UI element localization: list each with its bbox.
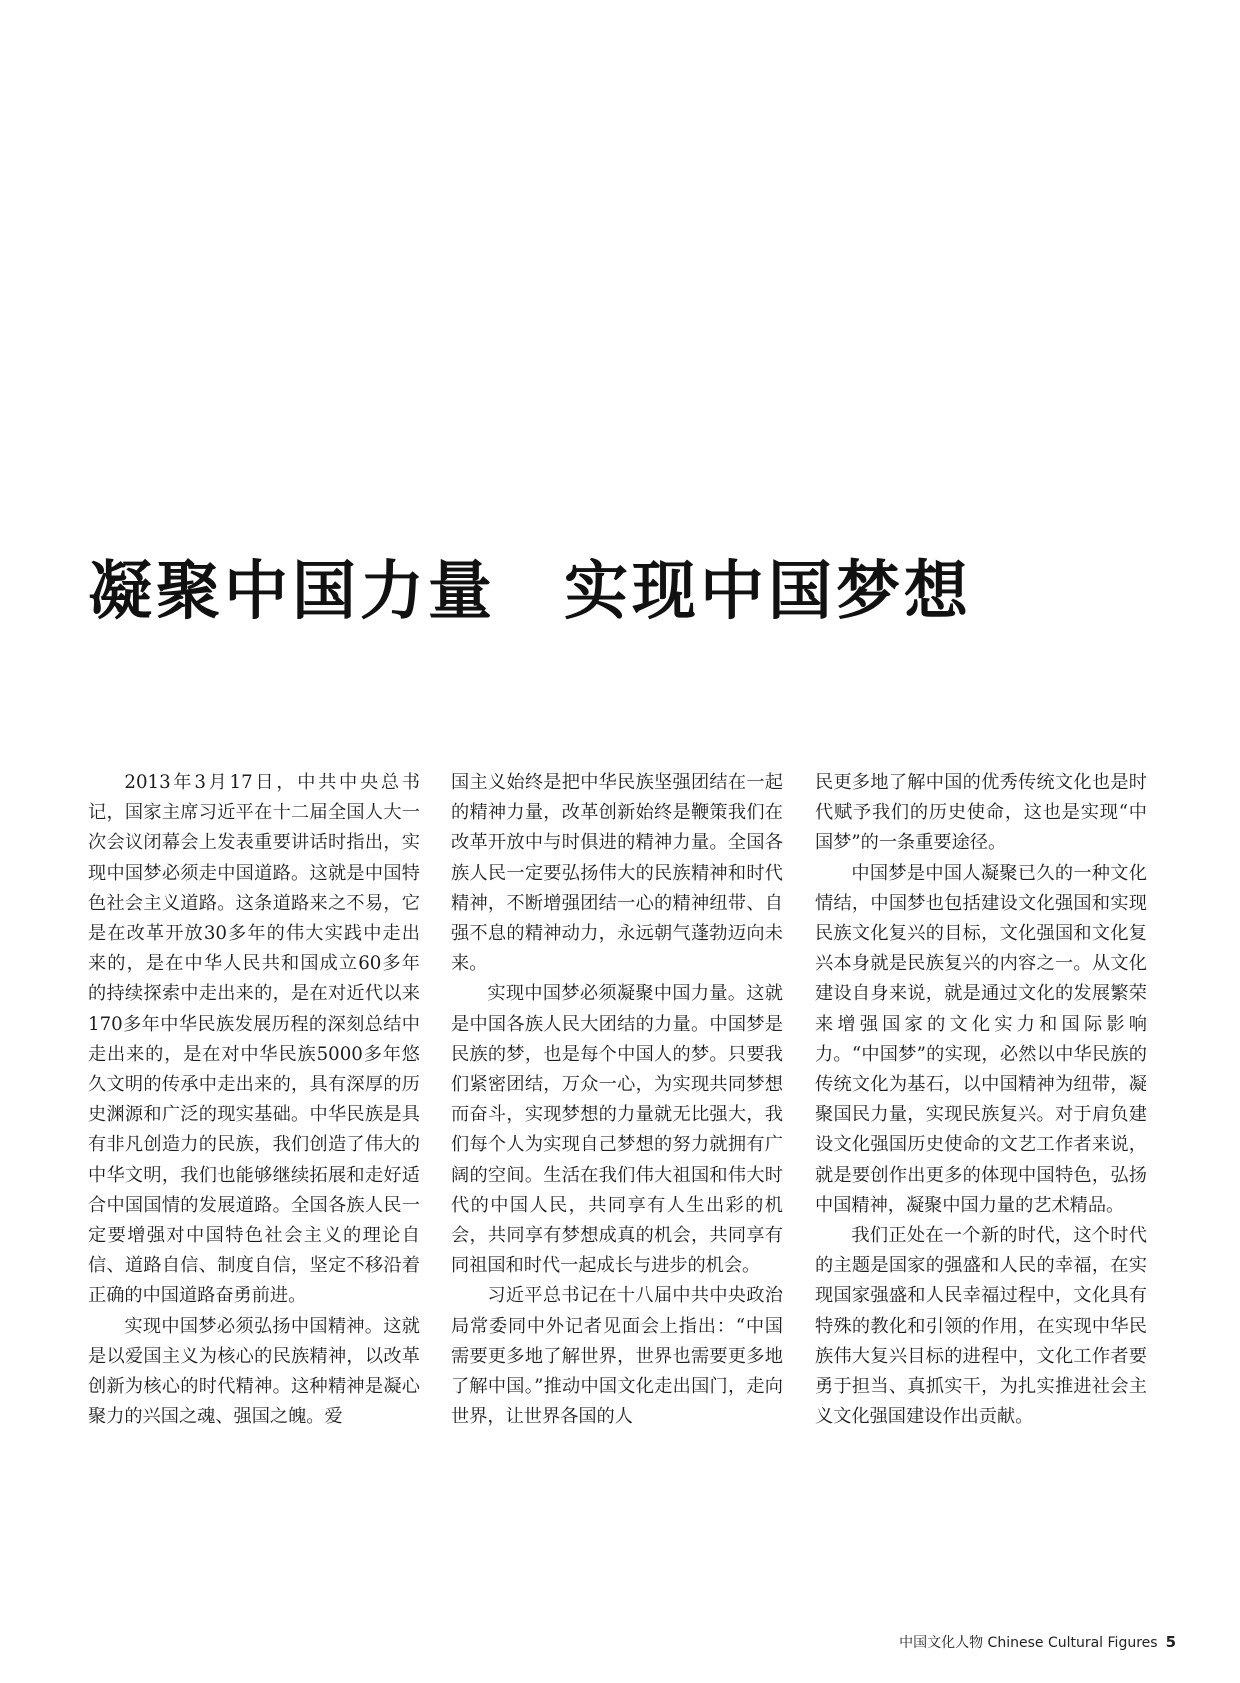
text-column-1 (88, 768, 420, 1432)
paragraph: 2013年3月17日，中共中央总书记，国家主席习近平在十二届全国人大一次会议闭幕会上发表重要讲话时指出，实现中国梦必须走中国道路。这就是中国特色社会主义道路。这条道路来之不易，它是在改革开放30多年的伟大实践中走出来的，是在中华人民共和国成立60多年的持续探索中走出来的，是在对近代以来170多年中华民族发展历程的深刻总结中走出来的，是在对中华民族5000多年悠久文明的传承中走出来的，具有深厚的历史渊源和广泛的现实基础。中华民族是具有非凡创造力的民族，我们创造了伟大的中华文明，我们也能够继续拓展和走好适合中国国情的发展道路。全国各族人民一定要增强对中国特色社会主义的理论自信、道路自信、制度自信，坚定不移沿着正确的中国道路奋勇前进。 (88, 772, 420, 1307)
paragraph: 民更多地了解中国的优秀传统文化也是时代赋予我们的历史使命，这也是实现“中国梦”的一条重要途径。 (815, 772, 1147, 854)
paragraph: 实现中国梦必须凝聚中国力量。这就是中国各族人民大团结的力量。中国梦是民族的梦，也是每个中国人的梦。只要我们紧密团结，万众一心，为实现共同梦想而奋斗，实现梦想的力量就无比强大，我们每个人为实现自己梦想的努力就拥有广阔的空间。生活在我们伟大祖国和伟大时代的中国人民，共同享有人生出彩的机会，共同享有梦想成真的机会，共同享有同祖国和时代一起成长与进步的机会。 (451, 983, 783, 1277)
paragraph: 我们正处在一个新的时代，这个时代的主题是国家的强盛和人民的幸福，在实现国家强盛和人民幸福过程中，文化具有特殊的教化和引领的作用，在实现中华民族伟大复兴目标的进程中，文化工作者要勇于担当、真抓实干，为扎实推进社会主义文化强国建设作出贡献。 (815, 1225, 1147, 1428)
article-title: 凝聚中国力量 实现中国梦想 (88, 554, 972, 629)
publication-name: 中国文化人物 Chinese Cultural Figures (899, 1635, 1158, 1651)
paragraph: 实现中国梦必须弘扬中国精神。这就是以爱国主义为核心的民族精神，以改革创新为核心的时代精神。这种精神是凝心聚力的兴国之魂、强国之魄。爱 (88, 1315, 420, 1428)
paragraph: 习近平总书记在十八届中共中央政治局常委同中外记者见面会上指出：“中国需要更多地了解世界，世界也需要更多地了解中国。”推动中国文化走出国门，走向世界，让世界各国的人 (451, 1285, 783, 1428)
text-column-3 (815, 768, 1147, 1432)
page-number: 5 (1165, 1633, 1176, 1651)
paragraph: 国主义始终是把中华民族坚强团结在一起的精神力量，改革创新始终是鞭策我们在改革开放中与时俱进的精神力量。全国各族人民一定要弘扬伟大的民族精神和时代精神，不断增强团结一心的精神纽带、自强不息的精神动力，永远朝气蓬勃迈向未来。 (451, 772, 783, 975)
text-column-2 (451, 768, 783, 1432)
paragraph: 中国梦是中国人凝聚已久的一种文化情结，中国梦也包括建设文化强国和实现民族文化复兴的目标，文化强国和文化复兴本身就是民族复兴的内容之一。从文化建设自身来说，就是通过文化的发展繁荣来增强国家的文化实力和国际影响力。“中国梦”的实现，必然以中华民族的传统文化为基石，以中国精神为纽带，凝聚国民力量，实现民族复兴。对于肩负建设文化强国历史使命的文艺工作者来说，就是要创作出更多的体现中国特色，弘扬中国精神，凝聚中国力量的艺术精品。 (815, 862, 1147, 1216)
page-footer (899, 1632, 1176, 1652)
